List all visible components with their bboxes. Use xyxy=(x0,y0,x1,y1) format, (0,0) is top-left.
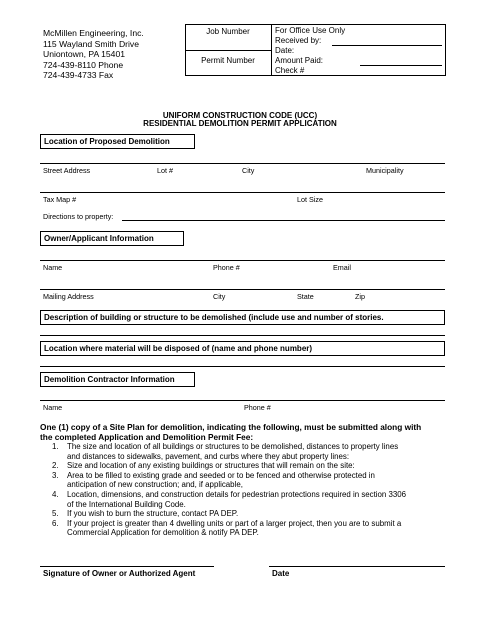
amount-paid-line[interactable] xyxy=(360,65,442,66)
site-plan-list xyxy=(52,442,452,538)
lot-size-label: Lot Size xyxy=(297,195,323,204)
site-plan-item xyxy=(52,461,452,471)
contractor-name-line[interactable] xyxy=(40,400,445,401)
tax-map-line[interactable] xyxy=(40,192,445,193)
owner-signature-label: Signature of Owner or Authorized Agent xyxy=(43,569,196,578)
site-plan-item-text xyxy=(67,509,238,519)
owner-name-label: Name xyxy=(43,263,63,272)
company-city: Uniontown, PA 15401 xyxy=(43,49,126,60)
company-phone: 724-439-8110 Phone xyxy=(43,59,124,70)
owner-city-label: City xyxy=(213,292,226,301)
contractor-phone-label: Phone # xyxy=(244,403,271,412)
owner-zip-label: Zip xyxy=(355,292,365,301)
owner-signature-line[interactable] xyxy=(40,566,214,567)
company-street: 115 Wayland Smith Drive xyxy=(43,38,139,49)
site-plan-item-line: of the International Building Code. xyxy=(67,499,186,509)
municipality-label: Municipality xyxy=(366,166,404,175)
site-plan-item-number: 1. xyxy=(52,442,59,451)
description-heading: Description of building or structure to be demolished (include use and number of stories. xyxy=(40,310,445,325)
site-plan-item xyxy=(52,471,452,490)
site-plan-item xyxy=(52,519,452,538)
lot-number-label: Lot # xyxy=(157,166,173,175)
form-title-line2: RESIDENTIAL DEMOLITION PERMIT APPLICATION xyxy=(143,119,337,128)
site-plan-item-number: 3. xyxy=(52,470,59,480)
city-label: City xyxy=(242,166,255,175)
owner-state-label: State xyxy=(297,292,314,301)
site-plan-item-line: and distances to sidewalks, pavement, and curbs where they abut property lines: xyxy=(67,451,350,461)
contractor-heading: Demolition Contractor Information xyxy=(40,372,195,387)
owner-heading: Owner/Applicant Information xyxy=(40,231,184,246)
site-plan-item-number: 5. xyxy=(52,509,59,519)
street-address-line[interactable] xyxy=(40,163,445,164)
site-plan-intro-line1: One (1) copy of a Site Plan for demolition, indicating the following, must be submitted along with xyxy=(40,422,422,432)
tax-map-label: Tax Map # xyxy=(43,195,77,204)
company-address xyxy=(43,28,144,81)
site-plan-item-line: Commercial Application for demolition & notify PA DEP. xyxy=(67,528,259,538)
job-number-label: Job Number xyxy=(206,27,250,36)
site-plan-item xyxy=(52,509,452,519)
owner-email-label: Email xyxy=(333,263,351,272)
mailing-address-line[interactable] xyxy=(40,289,445,290)
received-by-line[interactable] xyxy=(332,45,442,46)
site-plan-intro xyxy=(40,422,421,442)
site-plan-item xyxy=(52,490,452,509)
site-plan-item-line: Area to be filled to existing grade and seeded or to be fenced and otherwise protected in xyxy=(67,470,375,480)
mailing-address-label: Mailing Address xyxy=(43,292,94,301)
company-name: McMillen Engineering, Inc. xyxy=(43,28,144,38)
owner-name-line[interactable] xyxy=(40,260,445,261)
office-box-divider xyxy=(271,24,272,76)
site-plan-item-number: 2. xyxy=(52,461,59,471)
office-use-heading: For Office Use Only xyxy=(275,26,346,35)
permit-number-label: Permit Number xyxy=(201,56,255,65)
site-plan-item-text xyxy=(67,490,406,509)
site-plan-item-line: If you wish to burn the structure, contact PA DEP. xyxy=(67,509,239,519)
site-plan-item xyxy=(52,442,452,461)
location-heading: Location of Proposed Demolition xyxy=(40,134,195,149)
disposal-line[interactable] xyxy=(40,366,445,367)
office-use-fields xyxy=(275,26,345,76)
signature-date-label: Date xyxy=(272,569,290,578)
site-plan-item-text xyxy=(67,442,398,461)
directions-label: Directions to property: xyxy=(43,212,114,221)
site-plan-item-number: 4. xyxy=(52,489,59,499)
site-plan-item-line: Size and location of any existing buildings or structures that will remain on the site: xyxy=(67,461,355,471)
contractor-name-label: Name xyxy=(43,403,63,412)
site-plan-item-line: The size and location of all buildings or structures to be demolished, distances to property lines xyxy=(67,442,399,451)
street-address-label: Street Address xyxy=(43,166,91,175)
company-fax: 724-439-4733 Fax xyxy=(43,70,114,81)
amount-paid-label: Amount Paid: xyxy=(275,56,324,65)
date-signature-line[interactable] xyxy=(269,566,445,567)
site-plan-item-text xyxy=(67,519,401,538)
site-plan-item-line: anticipation of new construction; and, if applicable, xyxy=(67,480,243,490)
received-by-label: Received by: xyxy=(275,36,322,45)
description-line[interactable] xyxy=(40,335,445,336)
site-plan-intro-line2: the completed Application and Demolition Permit Fee: xyxy=(40,432,254,442)
site-plan-item-number: 6. xyxy=(52,518,59,528)
site-plan-item-line: If your project is greater than 4 dwelling units or part of a larger project, then you are to submit a xyxy=(67,518,402,528)
site-plan-item-text xyxy=(67,461,355,471)
disposal-heading: Location where material will be disposed of (name and phone number) xyxy=(40,341,445,356)
directions-line[interactable] xyxy=(122,220,445,221)
check-label: Check # xyxy=(275,66,305,75)
site-plan-item-line: Location, dimensions, and construction details for pedestrian protections required in section 3306 xyxy=(67,489,407,499)
job-permit-divider xyxy=(185,50,271,51)
owner-phone-label: Phone # xyxy=(213,263,240,272)
date-label: Date: xyxy=(275,46,295,55)
form-title-line1: UNIFORM CONSTRUCTION CODE (UCC) xyxy=(162,111,318,120)
site-plan-item-text xyxy=(67,471,375,490)
